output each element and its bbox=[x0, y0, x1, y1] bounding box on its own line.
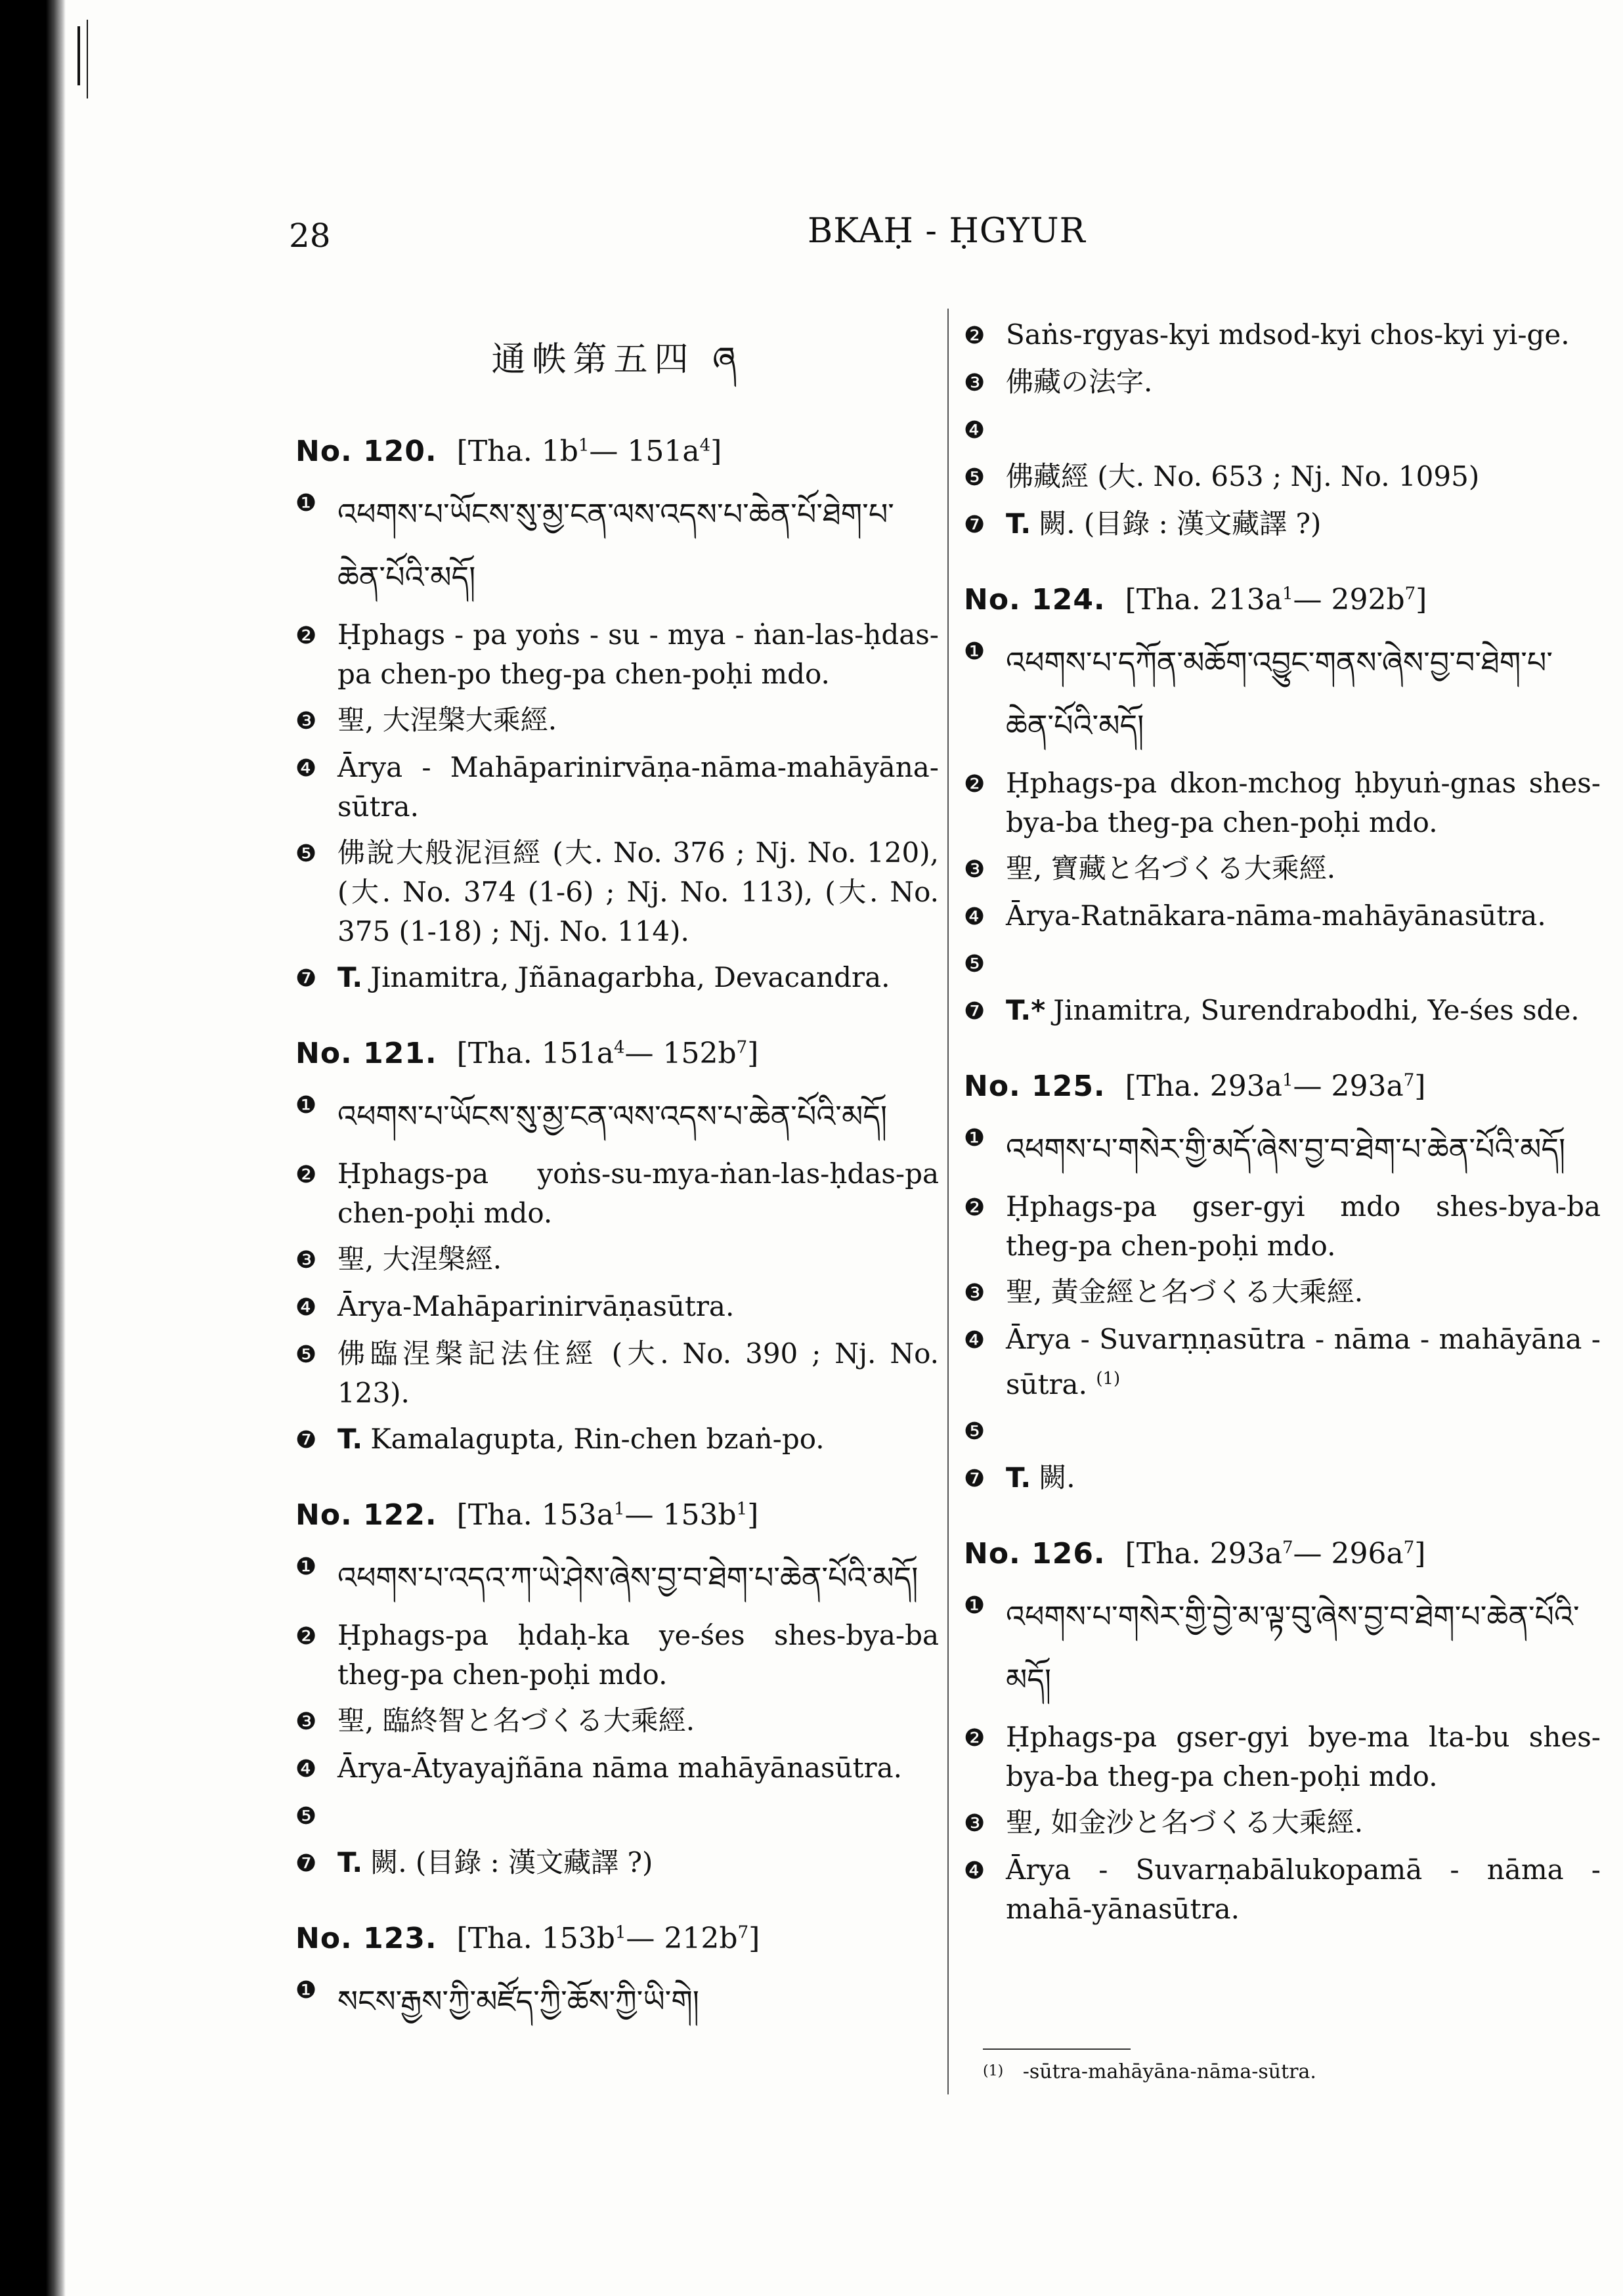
chinese-parallel: ❺ 佛說大般泥洹經 (大. No. 376 ; Nj. No. 120), (大. No. 374 (1-6) ; Nj. No. 113), (大. No. 375 (1-18) ; Nj. No. 114). bbox=[295, 833, 939, 951]
page-number: 28 bbox=[289, 217, 331, 255]
translators: ❼ T. 闕. (目錄 : 漢文藏譯 ?) bbox=[295, 1846, 653, 1878]
tibetan-title: ❶ འཕགས་པ་ཡོངས་སུ་མྱ་ངན་ལས་འདས་པ་ཆེན་པོའི་མདོ། bbox=[295, 1092, 888, 1134]
scan-mark bbox=[87, 20, 88, 98]
entry-number: No. 124. bbox=[964, 583, 1106, 617]
transliteration: ❷ Ḥphags - pa yoṅs - su - mya - ṅan-las-ḥdas-pa chen-po theg-pa chen-poḥi mdo. bbox=[295, 615, 939, 694]
entry-122 bbox=[295, 1498, 939, 1884]
section-title: 通帙第五四 bbox=[491, 340, 695, 379]
item-marker-2: ❷ bbox=[295, 622, 317, 649]
entry-125 bbox=[964, 1070, 1601, 1499]
entry-number: No. 120. bbox=[295, 435, 437, 468]
tibetan-title: ❶ འཕགས་པ་དཀོན་མཆོག་འབྱུང་གནས་ཞེས་བྱ་བ་ཐེག་པ་ཆེན་པོའི་མདོ། bbox=[964, 638, 1553, 743]
transliteration: ❷ Ḥphags-pa gser-gyi mdo shes-bya-ba theg-pa chen-poḥi mdo. bbox=[964, 1190, 1601, 1262]
entry-126 bbox=[964, 1537, 1601, 1929]
folio-reference: [Tha. $293a^1—$ $293a^7$] bbox=[1125, 1070, 1426, 1103]
translators: ❼ T. Kamalagupta, Rin-chen bzaṅ-po. bbox=[295, 1423, 825, 1455]
right-column bbox=[964, 315, 1601, 1967]
folio-reference: [Tha. $213a^1—$ $292b^7$] bbox=[1125, 583, 1427, 617]
chinese-parallel: ❺ 佛藏經 (大. No. 653 ; Nj. No. 1095) bbox=[964, 460, 1480, 492]
footnote bbox=[983, 2060, 1316, 2083]
folio-reference: [Tha. $151a^4—$ $152b^7$] bbox=[456, 1037, 759, 1070]
japanese-title: ❸ 聖, 黃金經と名づくる大乘經. bbox=[964, 1276, 1364, 1308]
sanskrit-title: ❹ Ārya-Ratnākara-nāma-mahāyānasūtra. bbox=[964, 899, 1546, 932]
entry-number: No. 122. bbox=[295, 1498, 437, 1532]
chinese-parallel: ❺ 佛臨涅槃記法住經 (大. No. 390 ; Nj. No. 123). bbox=[295, 1337, 939, 1409]
chinese-parallel-empty: ❺ bbox=[964, 1418, 985, 1445]
entry-121 bbox=[295, 1037, 939, 1460]
transliteration: ❷ Saṅs-rgyas-kyi mdsod-kyi chos-kyi yi-ge. bbox=[964, 318, 1570, 351]
entry-123 bbox=[295, 1922, 939, 2033]
entry-header bbox=[964, 1537, 1601, 1570]
transliteration: ❷ Ḥphags-pa ḥdaḥ-ka ye-śes shes-bya-ba theg-pa chen-poḥi mdo. bbox=[295, 1619, 939, 1691]
page-binding-shadow bbox=[0, 0, 66, 2296]
entry-header bbox=[295, 1037, 939, 1070]
item-marker-5: ❺ bbox=[295, 840, 317, 867]
entry-header bbox=[295, 1498, 939, 1532]
chinese-parallel-empty: ❺ bbox=[295, 1803, 317, 1830]
item-marker-7: ❼ bbox=[295, 965, 317, 992]
tibetan-title: ❶ སངས་རྒྱས་ཀྱི་མཛོད་ཀྱི་ཆོས་ཀྱི་ཡི་གེ། bbox=[295, 1977, 699, 2019]
entry-124 bbox=[964, 583, 1601, 1031]
entry-number: No. 123. bbox=[295, 1922, 437, 1955]
section-heading bbox=[295, 322, 939, 418]
entry-header bbox=[964, 583, 1601, 617]
sanskrit-title: ❹ Ārya-Ātyayajñāna nāma mahāyānasūtra. bbox=[295, 1752, 902, 1784]
sanskrit-title: ❹ Ārya - Mahāparinirvāṇa-nāma-mahāyāna-sūtra. bbox=[295, 748, 939, 827]
japanese-title: ❸ 聖, 如金沙と名づくる大乘經. bbox=[964, 1806, 1364, 1838]
sanskrit-title-empty: ❹ bbox=[964, 417, 985, 444]
translators: ❼ T. Jinamitra, Jñānagarbha, Devacandra. bbox=[295, 958, 939, 999]
footnote-text: -sūtra-mahāyāna-nāma-sūtra. bbox=[1022, 2060, 1316, 2083]
tibetan-title: ❶ འཕགས་པ་གསེར་གྱི་བྱེ་མ་ལྟ་བུ་ཞེས་བྱ་བ་ཐེག་པ་ཆེན་པོའི་མདོ། bbox=[964, 1592, 1580, 1697]
translators: ❼ T. 闕. (目錄 : 漢文藏譯 ?) bbox=[964, 508, 1322, 540]
japanese-title: ❸ 佛藏の法字. bbox=[964, 366, 1153, 398]
folio-reference: [Tha. $293a^7—$ $296a^7$] bbox=[1125, 1537, 1426, 1570]
transliteration: ❷ Ḥphags-pa dkon-mchog ḥbyuṅ-gnas shes-bya-ba theg-pa chen-poḥi mdo. bbox=[964, 767, 1601, 838]
entry-header bbox=[295, 1922, 939, 1955]
scan-mark bbox=[77, 26, 80, 85]
entry-header bbox=[964, 1070, 1601, 1103]
column-divider bbox=[947, 309, 949, 2094]
tibetan-title: ❶ འཕགས་པ་ཡོངས་སུ་མྱ་ངན་ལས་འདས་པ་ཆེན་པོ་ཐེག་པ་ཆེན་པོའི་མདོ། bbox=[295, 483, 939, 609]
section-tibetan-letter: ཞ bbox=[712, 340, 743, 379]
footnote-ref-mark: (1) bbox=[1096, 1369, 1121, 1389]
folio-reference: [Tha. $1b^1—$ $151a^4$] bbox=[456, 435, 722, 468]
japanese-title: ❸ 聖, 寶藏と名づくる大乘經. bbox=[964, 852, 1336, 884]
translators: ❼ T. 闕. bbox=[964, 1462, 1075, 1494]
transliteration: ❷ Ḥphags-pa gser-gyi bye-ma lta-bu shes-bya-ba theg-pa chen-poḥi mdo. bbox=[964, 1721, 1601, 1792]
entry-123-continued bbox=[964, 315, 1601, 545]
translators: ❼ T.* Jinamitra, Surendrabodhi, Ye-śes sde. bbox=[964, 994, 1580, 1026]
footnote-mark: (1) bbox=[983, 2063, 1004, 2079]
running-title: BKAḤ - ḤGYUR bbox=[808, 211, 1086, 251]
folio-reference: [Tha. $153b^1—$ $212b^7$] bbox=[456, 1922, 760, 1955]
japanese-title: ❸ 聖, 大涅槃經. bbox=[295, 1243, 502, 1275]
left-column bbox=[295, 315, 939, 2071]
entry-header bbox=[295, 435, 939, 468]
entry-120 bbox=[295, 435, 939, 999]
tibetan-title: ❶ འཕགས་པ་འདའ་ཀ་ཡེ་ཤེས་ཞེས་བྱ་བ་ཐེག་པ་ཆེན་པོའི་མདོ། bbox=[295, 1553, 919, 1595]
sanskrit-title: ❹ Ārya - Suvarṇṇasūtra - nāma - mahāyāna - sūtra. $^{(1)}$ bbox=[964, 1323, 1601, 1400]
sanskrit-title: ❹ Ārya-Mahāparinirvāṇasūtra. bbox=[295, 1290, 735, 1322]
item-marker-1: ❶ bbox=[295, 490, 317, 517]
japanese-title: ❸ 聖, 臨終智と名づくる大乘經. bbox=[295, 1704, 695, 1737]
transliteration: ❷ Ḥphags-pa yoṅs-su-mya-ṅan-las-ḥdas-pa chen-poḥi mdo. bbox=[295, 1158, 939, 1229]
footnote-rule bbox=[983, 2048, 1131, 2050]
folio-reference: [Tha. $153a^1—$ $153b^1$] bbox=[456, 1498, 759, 1532]
item-marker-4: ❹ bbox=[295, 755, 317, 782]
entry-number: No. 125. bbox=[964, 1070, 1106, 1103]
entry-number: No. 126. bbox=[964, 1537, 1106, 1570]
japanese-title: ❸ 聖, 大涅槃大乘經. bbox=[295, 701, 939, 741]
sanskrit-title: ❹ Ārya - Suvarṇabālukopamā - nāma - mahā-yānasūtra. bbox=[964, 1853, 1601, 1925]
item-marker-3: ❸ bbox=[295, 708, 317, 735]
tibetan-title: ❶ འཕགས་པ་གསེར་གྱི་མདོ་ཞེས་བྱ་བ་ཐེག་པ་ཆེན་པོའི་མདོ། bbox=[964, 1125, 1566, 1167]
chinese-parallel-empty: ❺ bbox=[964, 951, 985, 978]
entry-number: No. 121. bbox=[295, 1037, 437, 1070]
